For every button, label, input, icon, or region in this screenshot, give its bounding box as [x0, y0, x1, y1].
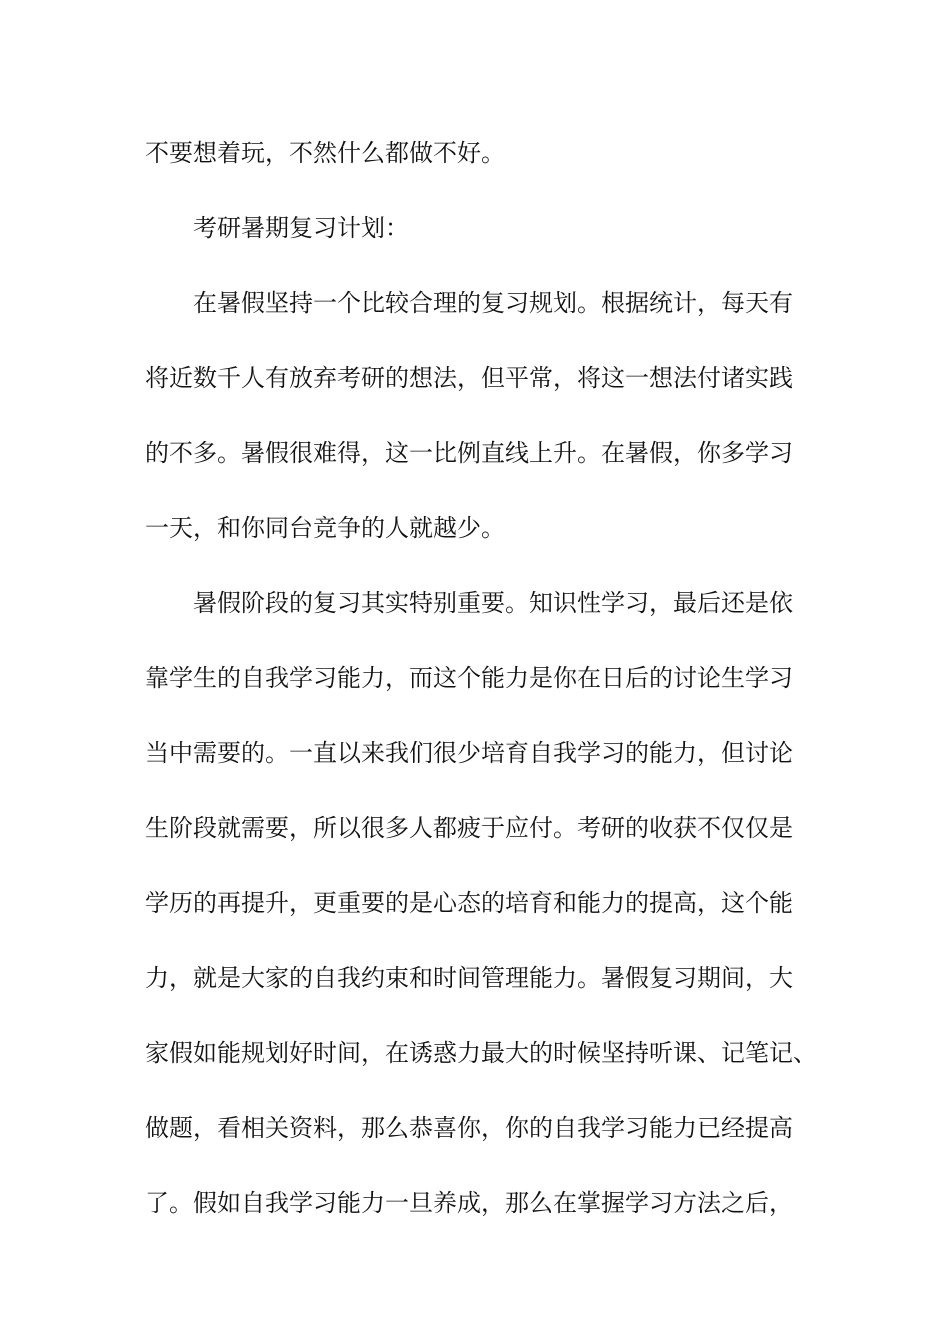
body-text [145, 128, 835, 1253]
text-line: 了。假如自我学习能力一旦养成，那么在掌握学习方法之后， [145, 1189, 793, 1217]
text-line: 做题，看相关资料，那么恭喜你，你的自我学习能力已经提高 [145, 1114, 793, 1142]
text-line: 家假如能规划好时间，在诱惑力最大的时候坚持听课、记笔记、 [145, 1039, 817, 1067]
text-line: 将近数千人有放弃考研的想法，但平常，将这一想法付诸实践 [145, 364, 793, 392]
text-line: 一天，和你同台竞争的人就越少。 [145, 514, 505, 542]
text-line: 学历的再提升，更重要的是心态的培育和能力的提高，这个能 [145, 889, 793, 917]
text-line: 的不多。暑假很难得，这一比例直线上升。在暑假，你多学习 [145, 439, 793, 467]
text-line: 暑假阶段的复习其实特别重要。知识性学习，最后还是依 [193, 589, 793, 617]
text-line: 在暑假坚持一个比较合理的复习规划。根据统计，每天有 [193, 289, 793, 317]
text-line: 生阶段就需要，所以很多人都疲于应付。考研的收获不仅仅是 [145, 814, 793, 842]
text-line: 力，就是大家的自我约束和时间管理能力。暑假复习期间，大 [145, 964, 793, 992]
text-line: 当中需要的。一直以来我们很少培育自我学习的能力，但讨论 [145, 739, 793, 767]
text-line: 靠学生的自我学习能力，而这个能力是你在日后的讨论生学习 [145, 664, 793, 692]
text-line: 不要想着玩，不然什么都做不好。 [145, 139, 505, 167]
section-heading: 考研暑期复习计划： [193, 214, 409, 242]
